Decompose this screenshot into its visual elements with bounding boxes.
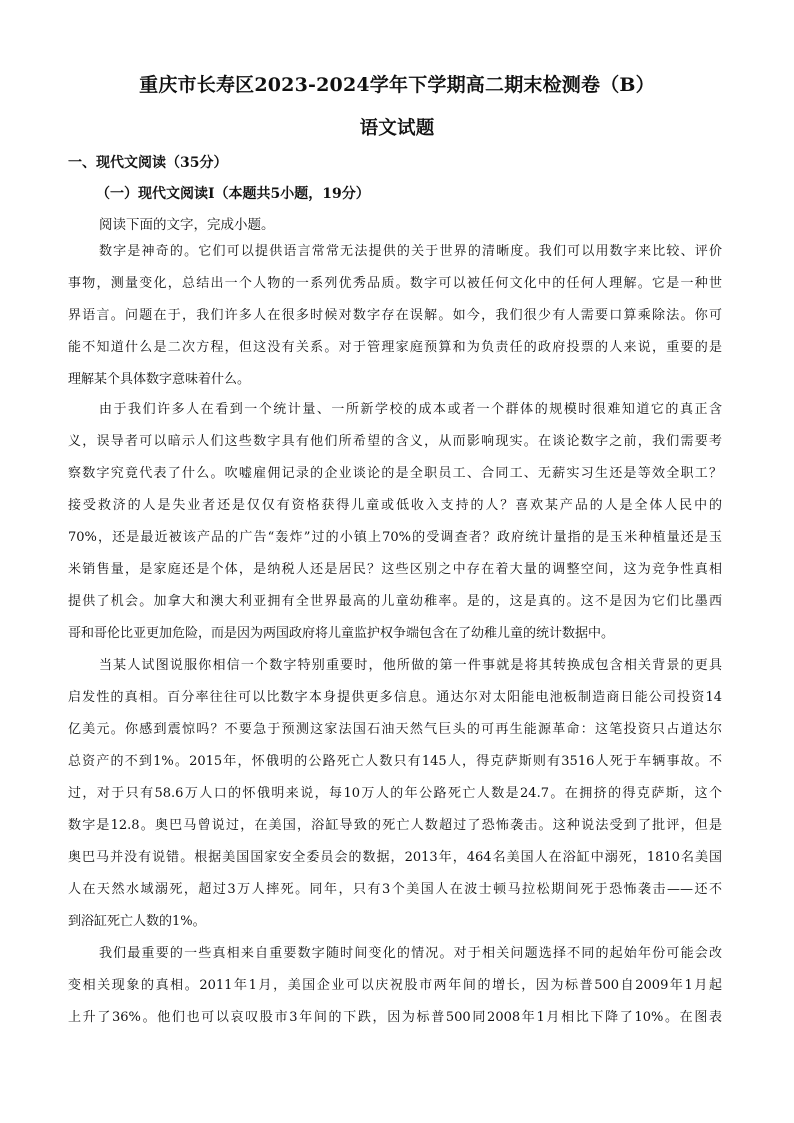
text-line: 总资产的不到1%。2015年，怀俄明的公路死亡人数只有145人，得克萨斯则有3516人死于车辆事故。不 xyxy=(68,754,722,769)
text-line: 义，误导者可以暗示人们这些数字具有他们所希望的含义，从而影响现实。在谈论数字之前，我们需要考 xyxy=(68,434,722,449)
text-line: 由于我们许多人在看到一个统计量、一所新学校的成本或者一个群体的规模时很难知道它的真正含 xyxy=(99,402,722,417)
text-line: 能不知道什么是二次方程，但这没有关系。对于管理家庭预算和为负责任的政府投票的人来说，重要的是 xyxy=(68,340,722,355)
text-line: 数字是12.8。奥巴马曾说过，在美国，浴缸导致的死亡人数超过了恐怖袭击。这种说法受到了批评，但是 xyxy=(68,818,722,833)
document-title: 重庆市长寿区2023-2024学年下学期高二期末检测卷（B） xyxy=(139,74,655,96)
text-line: 提供了机会。加拿大和澳大利亚拥有全世界最高的儿童幼稚率。是的，这是真的。这不是因为它们比墨西 xyxy=(68,594,722,609)
text-line: 米销售量，是家庭还是个体，是纳税人还是居民？这些区别之中存在着大量的调整空间，这为竞争性真相 xyxy=(68,562,722,577)
text-line: 数字是神奇的。它们可以提供语言常常无法提供的关于世界的清晰度。我们可以用数字来比较、评价 xyxy=(99,244,722,259)
text-line: 哥和哥伦比亚更加危险，而是因为两国政府将儿童监护权争端包含在了幼稚儿童的统计数据中。 xyxy=(68,626,615,641)
text-line: 到浴缸死亡人数的1%。 xyxy=(68,914,206,929)
document-subtitle: 语文试题 xyxy=(359,118,435,139)
text-line: 过，对于只有58.6万人口的怀俄明来说，每10万人的年公路死亡人数是24.7。在拥挤的得克萨斯，这个 xyxy=(68,786,722,801)
text-line: 接受救济的人是失业者还是仅仅有资格获得儿童或低收入支持的人？喜欢某产品的人是全体人民中的 xyxy=(68,498,722,513)
text-line: 事物，测量变化，总结出一个人物的一系列优秀品质。数字可以被任何文化中的任何人理解。它是一种世 xyxy=(68,276,722,291)
text-line: 奥巴马并没有说错。根据美国国家安全委员会的数据，2013年，464名美国人在浴缸中溺死，1810名美国 xyxy=(68,850,722,865)
text-line: 70%，还是最近被该产品的广告“轰炸”过的小镇上70%的受调查者？政府统计量指的是玉米种植量还是玉 xyxy=(68,530,722,545)
section-heading: 一、现代文阅读（35分） xyxy=(68,155,228,171)
text-line: 当某人试图说服你相信一个数字特别重要时，他所做的第一件事就是将其转换成包含相关背景的更具 xyxy=(99,658,722,673)
text-line: 我们最重要的一些真相来自重要数字随时间变化的情况。对于相关问题选择不同的起始年份可能会改 xyxy=(99,946,722,961)
text-line: 上升了36%。他们也可以哀叹股市3年间的下跌，因为标普500同2008年1月相比下降了10%。在图表 xyxy=(68,1010,722,1025)
text-line: 变相关现象的真相。2011年1月，美国企业可以庆祝股市两年间的增长，因为标普500自2009年1月起 xyxy=(68,978,722,993)
subsection-heading: （一）现代文阅读Ⅰ（本题共5小题，19分） xyxy=(96,186,370,202)
text-line: 理解某个具体数字意味着什么。 xyxy=(68,372,251,387)
text-line: 启发性的真相。百分率往往可以比数字本身提供更多信息。通达尔对太阳能电池板制造商日能公司投资14 xyxy=(68,690,722,705)
text-line: 人在天然水域溺死，超过3万人摔死。同年，只有3个美国人在波士顿马拉松期间死于恐怖袭击——还不 xyxy=(68,882,722,897)
reading-instruction: 阅读下面的文字，完成小题。 xyxy=(99,217,275,233)
text-line: 界语言。问题在于，我们许多人在很多时候对数字存在误解。如今，我们很少有人需要口算乘除法。你可 xyxy=(68,308,722,323)
text-line: 亿美元。你感到震惊吗？不要急于预测这家法国石油天然气巨头的可再生能源革命：这笔投资只占道达尔 xyxy=(68,722,722,737)
text-line: 察数字究竟代表了什么。吹嘘雇佣记录的企业谈论的是全职员工、合同工、无薪实习生还是等效全职工？ xyxy=(68,466,722,481)
